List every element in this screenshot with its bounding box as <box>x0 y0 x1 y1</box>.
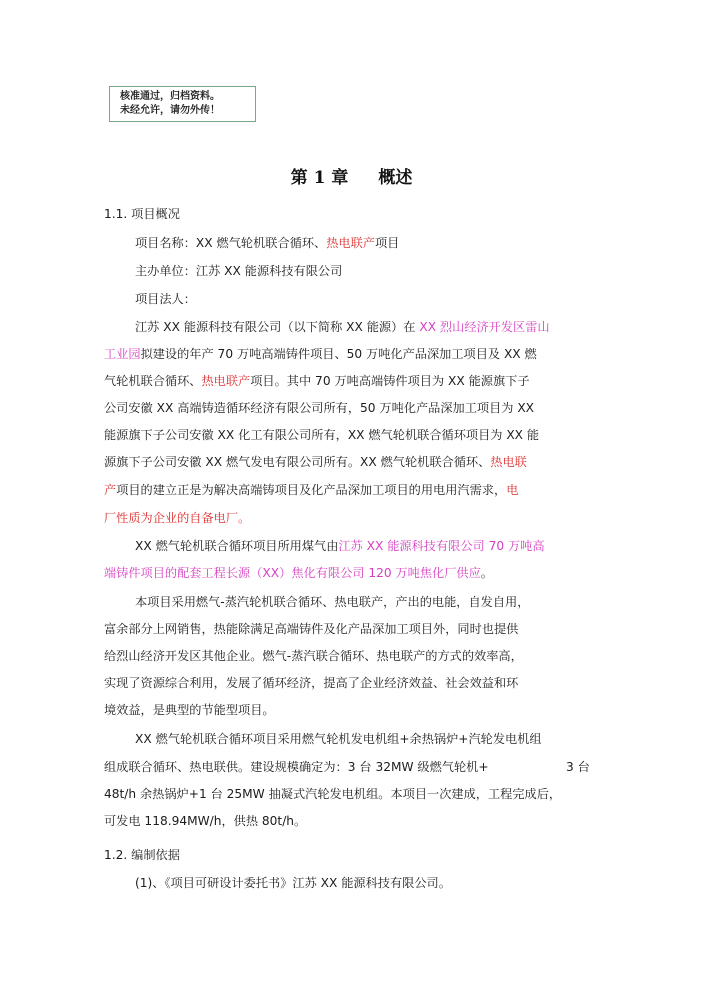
para3-line-2: 富余部分上网销售，热能除满足高端铸件及化产品深加工项目外，同时也提供 <box>104 622 519 636</box>
chapter-title: 概述 <box>378 168 413 188</box>
para2-l2-text: 。 <box>480 566 493 580</box>
para1-l3-text-b: 项目。其中 70 万吨高端铸件项目为 XX 能源旗下子 <box>250 374 530 388</box>
approval-stamp <box>109 86 256 122</box>
project-name-line <box>135 235 399 251</box>
para1-l7-text: 项目的建立正是为解决高端铸项目及化产品深加工项目的用电用汽需求， <box>116 483 507 497</box>
para1-l1-pink: XX 烈山经济开发区雷山 <box>419 320 550 334</box>
section-heading-1-1: 1.1. 项目概况 <box>104 207 180 221</box>
para1-line-4: 公司安徽 XX 高端铸造循环经济有限公司所有，50 万吨化产品深加工项目为 XX <box>104 401 535 415</box>
project-name-highlight: 热电联产 <box>326 236 375 250</box>
para3-line-5: 境效益，是典型的节能型项目。 <box>104 703 275 717</box>
para4-line-4: 可发电 118.94MW/h，供热 80t/h。 <box>104 814 307 828</box>
para2-l1-text: XX 燃气轮机联合循环项目所用煤气由 <box>135 539 339 553</box>
basis-item-1: (1)、《项目可研设计委托书》江苏 XX 能源科技有限公司。 <box>135 876 451 890</box>
para1-line-1 <box>135 319 550 335</box>
para1-l6-text: 源旗下子公司安徽 XX 燃气发电有限公司所有。XX 燃气轮机联合循环、 <box>104 455 491 469</box>
para1-line-8: 厂性质为企业的自备电厂。 <box>104 511 251 525</box>
section-heading-1-2: 1.2. 编制依据 <box>104 848 180 862</box>
para3-line-1: 本项目采用燃气-蒸汽轮机联合循环、热电联产，产出的电能，自发自用， <box>135 595 530 609</box>
para4-line-3: 48t/h 余热锅炉+1 台 25MW 抽凝式汽轮发电机组。本项目一次建成，工程完成后， <box>104 787 562 801</box>
para4-line-2-right: 3 台 <box>566 760 590 774</box>
para1-l6-red: 热电联 <box>490 455 527 469</box>
project-name-label: 项目名称：XX 燃气轮机联合循环、 <box>135 236 327 250</box>
project-name-tail: 项目 <box>374 236 400 250</box>
para3-line-3: 给烈山经济开发区其他企业。燃气-蒸汽联合循环、热电联产的方式的效率高， <box>104 649 523 663</box>
para1-l7-red: 产 <box>104 483 117 497</box>
para1-l2-text: 拟建设的年产 70 万吨高端铸件项目、50 万吨化产品深加工项目及 XX 燃 <box>140 347 537 361</box>
para1-line-2 <box>104 346 537 362</box>
chapter-heading <box>0 163 703 188</box>
para1-line-3 <box>104 373 530 389</box>
para4-l2-text: 组成联合循环、热电联供。建设规模确定为：3 台 32MW 级燃气轮机+ <box>104 760 489 774</box>
para1-l1-text: 江苏 XX 能源科技有限公司（以下简称 XX 能源）在 <box>135 320 420 334</box>
para2-l1-pink: 江苏 XX 能源科技有限公司 70 万吨高 <box>338 539 545 553</box>
para4-line-1: XX 燃气轮机联合循环项目采用燃气轮机发电机组+余热锅炉+汽轮发电机组 <box>135 732 542 746</box>
stamp-line-2: 未经允许，请勿外传！ <box>120 105 220 116</box>
para1-l7-red-b: 电 <box>506 483 519 497</box>
chapter-number: 第 1 章 <box>290 168 349 188</box>
para3-line-4: 实现了资源综合利用，发展了循环经济，提高了企业经济效益、社会效益和环 <box>104 676 519 690</box>
para4-line-2 <box>104 759 489 775</box>
legal-person-line: 项目法人： <box>135 292 196 306</box>
para1-l3-text: 气轮机联合循环、 <box>104 374 202 388</box>
para1-l2-pink: 工业园 <box>104 347 141 361</box>
para2-line-1 <box>135 538 545 554</box>
para1-line-5: 能源旗下子公司安徽 XX 化工有限公司所有，XX 燃气轮机联合循环项目为 XX 能 <box>104 428 540 442</box>
para2-l2-pink: 端铸件项目的配套工程长源（XX）焦化有限公司 120 万吨焦化厂供应 <box>104 566 481 580</box>
stamp-line-1: 核准通过，归档资料。 <box>120 91 220 102</box>
para1-line-6 <box>104 454 527 470</box>
para2-line-2 <box>104 565 493 581</box>
sponsor-line: 主办单位：江苏 XX 能源科技有限公司 <box>135 264 343 278</box>
para1-line-7 <box>104 482 518 498</box>
para1-l3-red: 热电联产 <box>201 374 251 388</box>
